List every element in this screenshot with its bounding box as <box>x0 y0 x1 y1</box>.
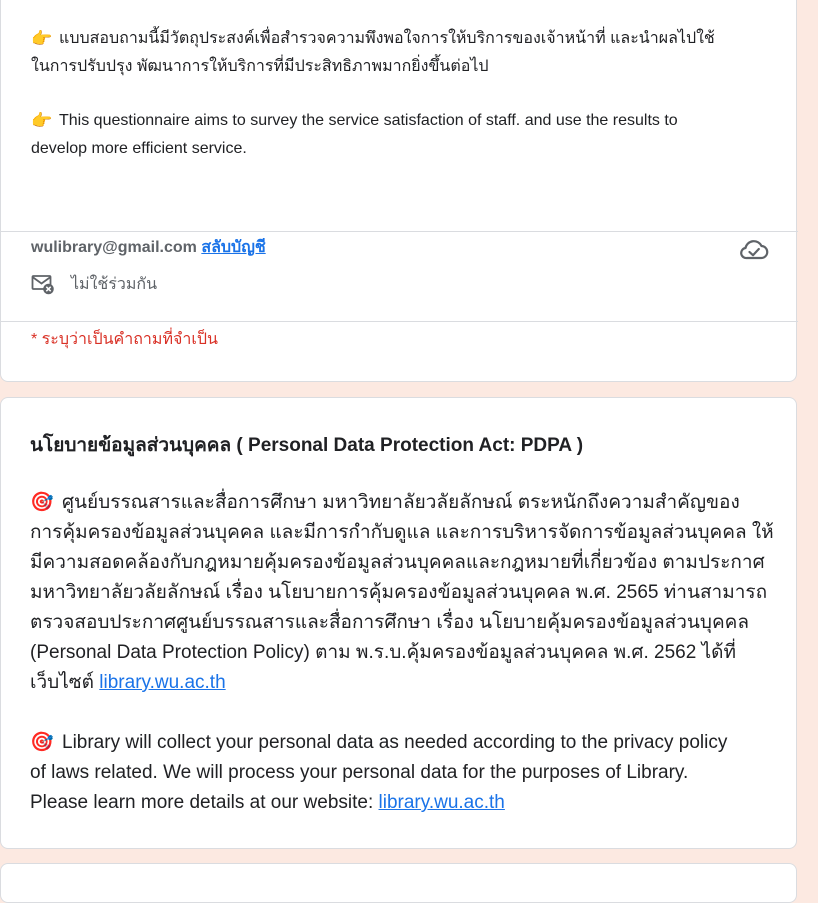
target-icon: 🎯 <box>30 732 54 753</box>
library-website-link[interactable]: library.wu.ac.th <box>99 672 226 693</box>
cloud-check-icon[interactable] <box>739 237 769 263</box>
description-english <box>31 107 776 163</box>
pdpa-thai-line-2: การคุ้มครองข้อมูลส่วนบุคคล และมีการกำกับดูแล และการบริหารจัดการข้อมูลส่วนบุคคล ให้ <box>30 522 774 543</box>
form-header-card <box>0 0 797 382</box>
not-shared-row <box>31 272 157 296</box>
required-note: * ระบุว่าเป็นคำถามที่จำเป็น <box>31 331 218 348</box>
description-english-line-1: 👉 This questionnaire aims to survey the service satisfaction of staff. and use the results to <box>31 107 776 135</box>
pointing-hand-icon: 👉 <box>31 111 53 130</box>
pointing-hand-icon: 👉 <box>31 29 53 48</box>
pdpa-title: นโยบายข้อมูลส่วนบุคคล ( Personal Data Protection Act: PDPA ) <box>30 435 584 456</box>
switch-account-link[interactable]: สลับบัญชี <box>201 239 266 256</box>
divider <box>1 231 798 232</box>
next-section-card <box>0 863 797 903</box>
pdpa-english-line-1: 🎯 Library will collect your personal data as needed according to the privacy policy <box>30 728 790 758</box>
pdpa-thai-line-1: 🎯 ศูนย์บรรณสารและสื่อการศึกษา มหาวิทยาลัยวลัยลักษณ์ ตระหนักถึงความสำคัญของ <box>30 488 790 518</box>
divider <box>1 321 798 322</box>
account-email: wulibrary@gmail.com <box>31 239 197 256</box>
description-thai <box>31 25 776 81</box>
description-english-line-2: develop more efficient service. <box>31 140 247 157</box>
library-website-link[interactable]: library.wu.ac.th <box>378 792 505 813</box>
pdpa-thai-line-4: มหาวิทยาลัยวลัยลักษณ์ เรื่อง นโยบายการคุ้มครองข้อมูลส่วนบุคคล พ.ศ. 2565 ท่านสามารถ <box>30 582 768 603</box>
not-shared-label: ไม่ใช้ร่วมกัน <box>71 275 158 293</box>
pdpa-description <box>30 488 790 818</box>
account-row <box>31 235 266 260</box>
mail-off-icon <box>31 273 55 295</box>
description-thai-line-2: ในการปรับปรุง พัฒนาการให้บริการที่มีประสิทธิภาพมากยิ่งขึ้นต่อไป <box>31 58 489 75</box>
description-thai-line-1: 👉 แบบสอบถามนี้มีวัตถุประสงค์เพื่อสำรวจความพึงพอใจการให้บริการของเจ้าหน้าที่ และนำผลไปใช้ <box>31 25 776 53</box>
pdpa-english-line-3: Please learn more details at our website: library.wu.ac.th <box>30 792 505 813</box>
pdpa-english-line-2: of laws related. We will process your personal data for the purposes of Library. <box>30 762 689 783</box>
pdpa-thai-line-3: มีความสอดคล้องกับกฎหมายคุ้มครองข้อมูลส่วนบุคคลและกฎหมายที่เกี่ยวข้อง ตามประกาศ <box>30 552 765 573</box>
pdpa-thai-line-7: เว็บไซต์ library.wu.ac.th <box>30 672 226 693</box>
pdpa-thai-line-6: (Personal Data Protection Policy) ตาม พ.ร.บ.คุ้มครองข้อมูลส่วนบุคคล พ.ศ. 2562 ได้ที่ <box>30 642 737 663</box>
target-icon: 🎯 <box>30 492 54 513</box>
pdpa-thai-line-5: ตรวจสอบประกาศศูนย์บรรณสารและสื่อการศึกษา เรื่อง นโยบายคุ้มครองข้อมูลส่วนบุคคล <box>30 612 750 633</box>
